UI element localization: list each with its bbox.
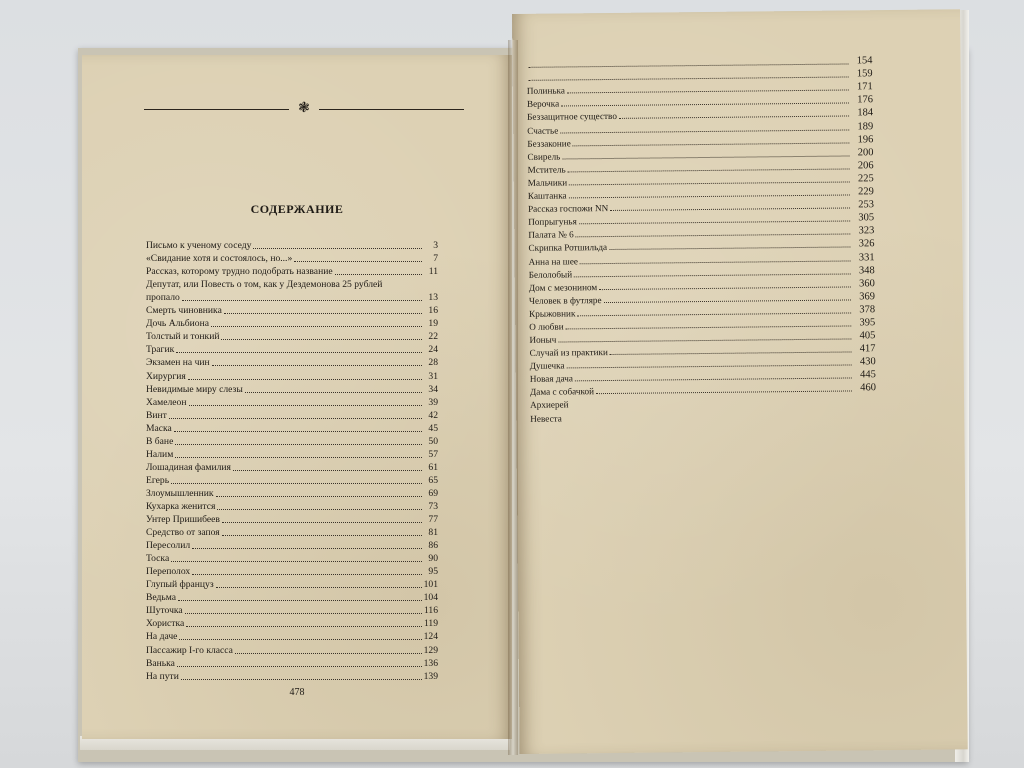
toc-entry-title: пропало <box>146 292 180 304</box>
toc-dot-leader <box>558 338 851 343</box>
toc-dot-leader <box>294 260 422 262</box>
toc-entry-title: На пути <box>146 670 179 682</box>
toc-entry <box>146 330 438 343</box>
toc-entry-page: 69 <box>428 487 438 499</box>
toc-entry-title: Лошадиная фамилия <box>146 461 231 473</box>
toc-entry <box>146 500 438 513</box>
toc-entry <box>146 265 438 278</box>
toc-entry <box>146 617 438 630</box>
toc-entry <box>146 291 438 304</box>
toc-entry-page: 176 <box>857 94 873 106</box>
toc-dot-leader <box>253 247 422 249</box>
left-page <box>82 55 512 739</box>
ornament-flower-icon: ❃ <box>298 101 310 116</box>
toc-dot-leader <box>567 364 852 369</box>
toc-entry <box>146 539 438 552</box>
toc-entry <box>146 604 438 617</box>
toc-entry-page: 19 <box>428 318 438 330</box>
toc-entry-title: Трагик <box>146 344 175 356</box>
toc-entry-page: 31 <box>428 370 438 382</box>
toc-entry <box>146 578 438 591</box>
toc-dot-leader <box>609 246 850 251</box>
toc-dot-leader <box>181 678 422 680</box>
toc-entry-page: 104 <box>423 592 438 604</box>
toc-entry <box>146 552 438 565</box>
toc-entry <box>146 239 438 252</box>
toc-entry-page: 61 <box>428 461 438 473</box>
toc-entry-page: 77 <box>428 514 438 526</box>
toc-dot-leader <box>569 180 850 185</box>
toc-entry-page: 323 <box>858 225 875 237</box>
toc-entry-page: 196 <box>857 133 874 146</box>
toc-entry-title: Депутат, или Повесть о том, как у Дездемонова 25 рублей <box>146 279 383 291</box>
toc-dot-leader <box>574 272 851 277</box>
toc-dot-leader <box>192 547 422 549</box>
toc-entry-page: 360 <box>859 277 875 290</box>
toc-entry <box>146 422 438 435</box>
toc-entry-page: 229 <box>858 186 874 198</box>
toc-list-left <box>146 239 438 683</box>
toc-entry-page: 159 <box>856 68 873 80</box>
toc-entry <box>146 643 438 656</box>
toc-dot-leader <box>185 612 422 614</box>
toc-entry-title: Ведьма <box>146 592 177 604</box>
toc-entry-page: 119 <box>423 618 438 630</box>
toc-entry-page: 13 <box>428 292 438 304</box>
toc-dot-leader <box>233 469 422 471</box>
toc-dot-leader <box>169 417 422 419</box>
toc-dot-leader <box>177 665 422 667</box>
toc-entry-page: 90 <box>428 553 438 565</box>
toc-dot-leader <box>212 364 422 366</box>
toc-entry-title: Смерть чиновника <box>146 305 222 317</box>
toc-entry-title: Винт <box>146 409 167 421</box>
toc-dot-leader <box>573 141 850 146</box>
toc-dot-leader <box>171 482 422 484</box>
toc-entry <box>146 409 438 422</box>
toc-entry <box>146 369 438 382</box>
toc-entry-page: 3 <box>433 240 438 252</box>
toc-entry-title: Письмо к ученому соседу <box>146 240 252 252</box>
toc-entry-page: 28 <box>428 357 438 369</box>
toc-entry-title: Злоумышленник <box>146 487 214 499</box>
toc-entry-title: Невеста <box>530 413 562 424</box>
toc-entry-title: Архиерей <box>530 399 569 411</box>
toc-dot-leader <box>174 430 422 432</box>
toc-entry-page: 378 <box>859 304 876 316</box>
toc-entry-title: Хористка <box>146 618 185 630</box>
toc-entry-page: 395 <box>859 317 876 329</box>
toc-entry-title: Ванька <box>146 657 175 669</box>
toc-entry <box>146 526 438 539</box>
toc-dot-leader <box>216 495 422 497</box>
toc-dot-leader <box>222 534 422 536</box>
toc-entry <box>146 304 438 317</box>
toc-entry-title: Хамелеон <box>146 396 187 408</box>
toc-entry-title: Счастье <box>527 125 559 136</box>
toc-entry-page: 81 <box>428 527 438 539</box>
toc-entry <box>146 396 438 409</box>
toc-entry <box>146 657 438 670</box>
toc-entry-page: 460 <box>860 382 876 394</box>
toc-entry-page: 326 <box>858 238 875 250</box>
toc-dot-leader <box>179 638 421 640</box>
toc-entry-title: Анна на шее <box>528 255 579 267</box>
toc-entry-page: 184 <box>857 107 874 119</box>
toc-entry-page: 45 <box>428 422 438 434</box>
toc-entry-title: Палата № 6 <box>528 229 574 241</box>
toc-entry-page: 116 <box>423 605 438 617</box>
toc-entry-page: 57 <box>428 448 438 460</box>
toc-dot-leader <box>175 456 422 458</box>
toc-dot-leader <box>577 311 851 316</box>
toc-entry <box>146 487 438 500</box>
toc-entry-title: Пассажир I-го класса <box>146 644 233 656</box>
toc-dot-leader <box>235 652 422 654</box>
toc-entry-title: Переполох <box>146 566 191 578</box>
toc-dot-leader <box>610 207 850 212</box>
toc-entry <box>146 670 438 683</box>
toc-entry-page: 139 <box>423 670 438 682</box>
toc-entry-page: 73 <box>428 500 438 512</box>
toc-dot-leader <box>619 115 849 119</box>
toc-list-right <box>526 54 876 424</box>
toc-entry-page: 189 <box>857 120 874 132</box>
toc-entry <box>146 278 438 291</box>
toc-entry <box>146 448 438 461</box>
toc-dot-leader <box>186 625 422 627</box>
toc-entry-page: 65 <box>428 474 438 486</box>
toc-dot-leader <box>560 128 849 133</box>
toc-entry <box>146 343 438 356</box>
toc-dot-leader <box>175 443 422 445</box>
toc-entry-title: Верочка <box>526 98 560 110</box>
toc-entry-title: Дама с собачкой <box>529 386 595 398</box>
toc-dot-leader <box>245 391 422 393</box>
toc-dot-leader <box>610 351 852 356</box>
toc-entry <box>146 461 438 474</box>
toc-title: СОДЕРЖАНИЕ <box>250 202 344 216</box>
toc-entry-page: 11 <box>428 266 438 278</box>
toc-entry-title: Душечка <box>529 360 565 372</box>
toc-entry-page: 124 <box>423 631 438 643</box>
toc-entry-title: Человек в футляре <box>528 294 602 306</box>
toc-entry-title: Ионыч <box>529 334 557 345</box>
toc-entry-title: В бане <box>146 435 174 447</box>
toc-entry-title: Беззащитное существо <box>527 111 617 123</box>
toc-entry-title: Хирургия <box>146 370 186 382</box>
toc-entry-page: 50 <box>428 435 438 447</box>
toc-dot-leader <box>561 102 849 107</box>
toc-entry-page: 34 <box>428 383 438 395</box>
toc-entry-title: Беззаконие <box>527 138 571 149</box>
toc-entry-title: Тоска <box>146 553 170 565</box>
toc-dot-leader <box>182 299 422 301</box>
toc-dot-leader <box>221 338 422 340</box>
toc-entry <box>530 408 876 425</box>
ornament-line <box>319 109 464 110</box>
toc-entry-title: Рассказ госпожи NN <box>527 203 609 214</box>
toc-dot-leader <box>222 521 422 523</box>
toc-entry-title: Маска <box>146 422 172 434</box>
toc-entry-page: 86 <box>428 540 438 552</box>
toc-entry-title: Полинька <box>526 85 565 97</box>
toc-entry-title: Белолобый <box>528 268 573 280</box>
toc-entry <box>146 356 438 369</box>
toc-entry-page: 16 <box>428 305 438 317</box>
toc-entry <box>146 591 438 604</box>
toc-entry-title: Кухарка женится <box>146 500 216 512</box>
toc-entry-page: 129 <box>423 644 438 656</box>
toc-entry-title: Случай из практики <box>529 347 608 358</box>
ornament <box>144 103 464 117</box>
toc-dot-leader <box>568 167 850 172</box>
toc-entry-title: Каштанка <box>527 190 567 201</box>
toc-entry-page: 430 <box>859 356 876 368</box>
toc-entry-title: Рассказ, которому трудно подобрать название <box>146 266 333 278</box>
toc-dot-leader <box>569 194 850 199</box>
toc-entry-page: 305 <box>858 212 875 224</box>
toc-dot-leader <box>188 378 422 380</box>
toc-entry-title: Пересолил <box>146 540 191 552</box>
toc-entry-title: Унтер Пришибеев <box>146 514 220 526</box>
toc-entry-title: Попрыгунья <box>528 216 577 228</box>
toc-entry <box>146 630 438 643</box>
toc-entry <box>146 317 438 330</box>
toc-entry-title: Налим <box>146 448 174 460</box>
toc-entry-title: Дом с мезонином <box>528 281 598 293</box>
toc-entry-page: 42 <box>428 409 438 421</box>
toc-entry-page: 405 <box>859 330 876 342</box>
toc-entry-title: Новая дача <box>529 373 574 385</box>
toc-entry-page: 348 <box>858 264 875 276</box>
toc-dot-leader <box>211 325 422 327</box>
toc-entry-title: Глупый француз <box>146 579 214 591</box>
toc-entry-title: Дочь Альбиона <box>146 318 209 330</box>
toc-entry-page: 445 <box>859 369 876 381</box>
toc-entry-page: 24 <box>428 344 438 356</box>
toc-entry-title: «Свидание хотя и состоялось, но...» <box>146 253 293 265</box>
toc-dot-leader <box>599 285 851 290</box>
ornament-line <box>144 109 289 110</box>
toc-dot-leader <box>335 273 422 275</box>
toc-entry-title: Егерь <box>146 474 170 486</box>
toc-dot-leader <box>562 154 849 159</box>
toc-entry-title: Мальчики <box>527 177 568 188</box>
toc-dot-leader <box>604 298 851 303</box>
toc-entry-title: На даче <box>146 631 178 643</box>
toc-dot-leader <box>178 599 422 601</box>
toc-entry-page: 225 <box>857 173 874 185</box>
toc-entry-page: 7 <box>433 253 438 265</box>
toc-entry-title: О любви <box>529 321 564 332</box>
toc-dot-leader <box>176 351 422 353</box>
toc-dot-leader <box>217 508 422 510</box>
toc-dot-leader <box>596 390 852 395</box>
toc-dot-leader <box>579 220 850 225</box>
page-number: 478 <box>289 687 305 698</box>
toc-entry-title: Крыжовник <box>529 308 576 319</box>
toc-entry-title: Экзамен на чин <box>146 357 210 369</box>
toc-dot-leader <box>567 89 849 94</box>
toc-entry-page: 253 <box>858 199 875 211</box>
toc-entry <box>146 435 438 448</box>
toc-dot-leader <box>580 259 851 264</box>
toc-entry <box>146 474 438 487</box>
book-gutter <box>508 40 518 755</box>
toc-entry-title: Мститель <box>527 164 566 175</box>
toc-dot-leader <box>566 324 852 329</box>
toc-entry-page: 369 <box>859 290 876 303</box>
toc-entry <box>146 565 438 578</box>
toc-entry-page: 417 <box>859 343 876 355</box>
toc-entry-page: 39 <box>428 396 438 408</box>
toc-entry <box>146 252 438 265</box>
toc-entry-page: 171 <box>856 81 873 93</box>
toc-entry-title: Невидимые миру слезы <box>146 383 243 395</box>
toc-entry-title: Свирель <box>527 151 561 162</box>
toc-dot-leader <box>576 233 851 238</box>
toc-dot-leader <box>575 377 852 382</box>
toc-entry-title: Средство от запоя <box>146 527 220 539</box>
toc-dot-leader <box>216 586 422 588</box>
toc-entry-page: 200 <box>857 146 874 159</box>
toc-entry-page: 101 <box>423 579 438 591</box>
toc-entry-page: 206 <box>857 160 874 172</box>
toc-entry-title: Толстый и тонкий <box>146 331 220 343</box>
toc-dot-leader <box>224 312 422 314</box>
toc-entry <box>146 513 438 526</box>
toc-entry-page: 154 <box>856 55 873 67</box>
right-page <box>512 9 968 754</box>
toc-dot-leader <box>192 573 422 575</box>
toc-entry-page: 331 <box>858 251 875 263</box>
toc-entry-page: 136 <box>423 657 438 669</box>
toc-entry-title: Скрипка Ротшильда <box>528 242 608 254</box>
toc-dot-leader <box>189 404 423 406</box>
toc-entry <box>146 383 438 396</box>
toc-dot-leader <box>171 560 422 562</box>
toc-entry-page: 95 <box>428 566 438 578</box>
toc-entry-page: 22 <box>428 331 438 343</box>
toc-entry-title: Шуточка <box>146 605 183 617</box>
